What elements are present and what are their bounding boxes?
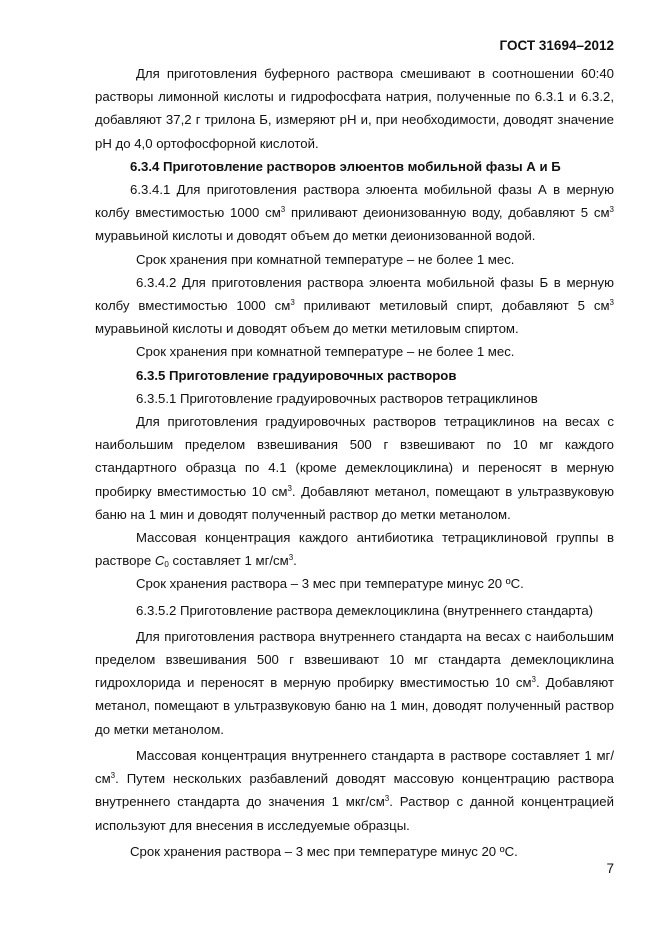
paragraph-6-3-4-2: 6.3.4.2 Для приготовления раствора элюента мобильной фазы Б в мерную колбу вместимостью 1000 $см^3$ приливают метиловый спирт, добавляют 5 $см^3$ муравьиной кислоты и доводят объем до метки метиловым спиртом. — [95, 274, 614, 337]
paragraph-storage-4: Срок хранения раствора – 3 мес при температуре минус 20 ºC. — [130, 843, 518, 859]
paragraph-6-3-5-1: 6.3.5.1 Приготовление градуировочных растворов тетрациклинов — [136, 390, 538, 406]
paragraph-6-3-5-2-body: Для приготовления раствора внутреннего стандарта на весах с наибольшим пределом взвешивания 500 г взвешивают 10 мг стандарта демеклоциклина гидрохлорида и переносят в мерную пробирку вместимостью 10 $см^3$. Добавляют метанол, помещают в ультразвуковую баню на 1 мин, доводят полученный раствор до метки метанолом. — [95, 628, 614, 737]
heading-6-3-5: 6.3.5 Приготовление градуировочных растворов — [136, 367, 457, 383]
paragraph-6-3-4-1: 6.3.4.1 Для приготовления раствора элюента мобильной фазы А в мерную колбу вместимостью 1000 $см^3$ приливают деионизованную воду, добавляют 5 $см^3$ муравьиной кислоты и доводят объем до метки деионизованной водой. — [95, 182, 614, 244]
page-number: 7 — [606, 861, 614, 876]
paragraph-mass-concentration-1: Массовая концентрация каждого антибиотика тетрациклиновой группы в растворе $C_0$ составляет 1 $мг/см^3$. — [95, 530, 614, 570]
paragraph-mass-concentration-2: Массовая концентрация внутреннего стандарта в растворе составляет 1 $мг/см^3$. Путем нескольких разбавлений доводят массовую концентрацию раствора внутреннего стандарта до значения 1 мкг/$см^3$. Раствор с данной концентрацией используют для внесения в исследуемые образцы. — [95, 747, 614, 833]
paragraph-6-3-5-1-body: Для приготовления градуировочных растворов тетрациклинов на весах с наибольшим пределом взвешивания 500 г взвешивают по 10 мг каждого стандартного образца по 4.1 (кроме демеклоциклина) и переносят в мерную пробирку вместимостью 10 $см^3$. Добавляют метанол, помещают в ультразвуковую баню на 1 мин и доводят полученный раствор до метки метанолом. — [95, 414, 615, 522]
paragraph-storage-2: Срок хранения при комнатной температуре – не более 1 мес. — [136, 344, 515, 360]
paragraph-storage-1: Срок хранения при комнатной температуре – не более 1 мес. — [136, 251, 515, 267]
heading-6-3-4: 6.3.4 Приготовление растворов элюентов мобильной фазы А и Б — [130, 158, 561, 174]
paragraph-storage-3: Срок хранения раствора – 3 мес при температуре минус 20 ºC. — [136, 576, 524, 592]
paragraph-buffer: Для приготовления буферного раствора смешивают в соотношении 60:40 растворы лимонной кислоты и гидрофосфата натрия, полученные по 6.3.1 и 6.3.2, добавляют 37,2 г трилона Б, измеряют рН и, при необходимости, доводят значение рН до 4,0 ортофосфорной кислотой. — [95, 66, 614, 151]
paragraph-6-3-5-2: 6.3.5.2 Приготовление раствора демеклоциклина (внутреннего стандарта) — [136, 602, 594, 618]
page-header: ГОСТ 31694–2012 — [499, 38, 614, 53]
document-body — [95, 62, 614, 863]
